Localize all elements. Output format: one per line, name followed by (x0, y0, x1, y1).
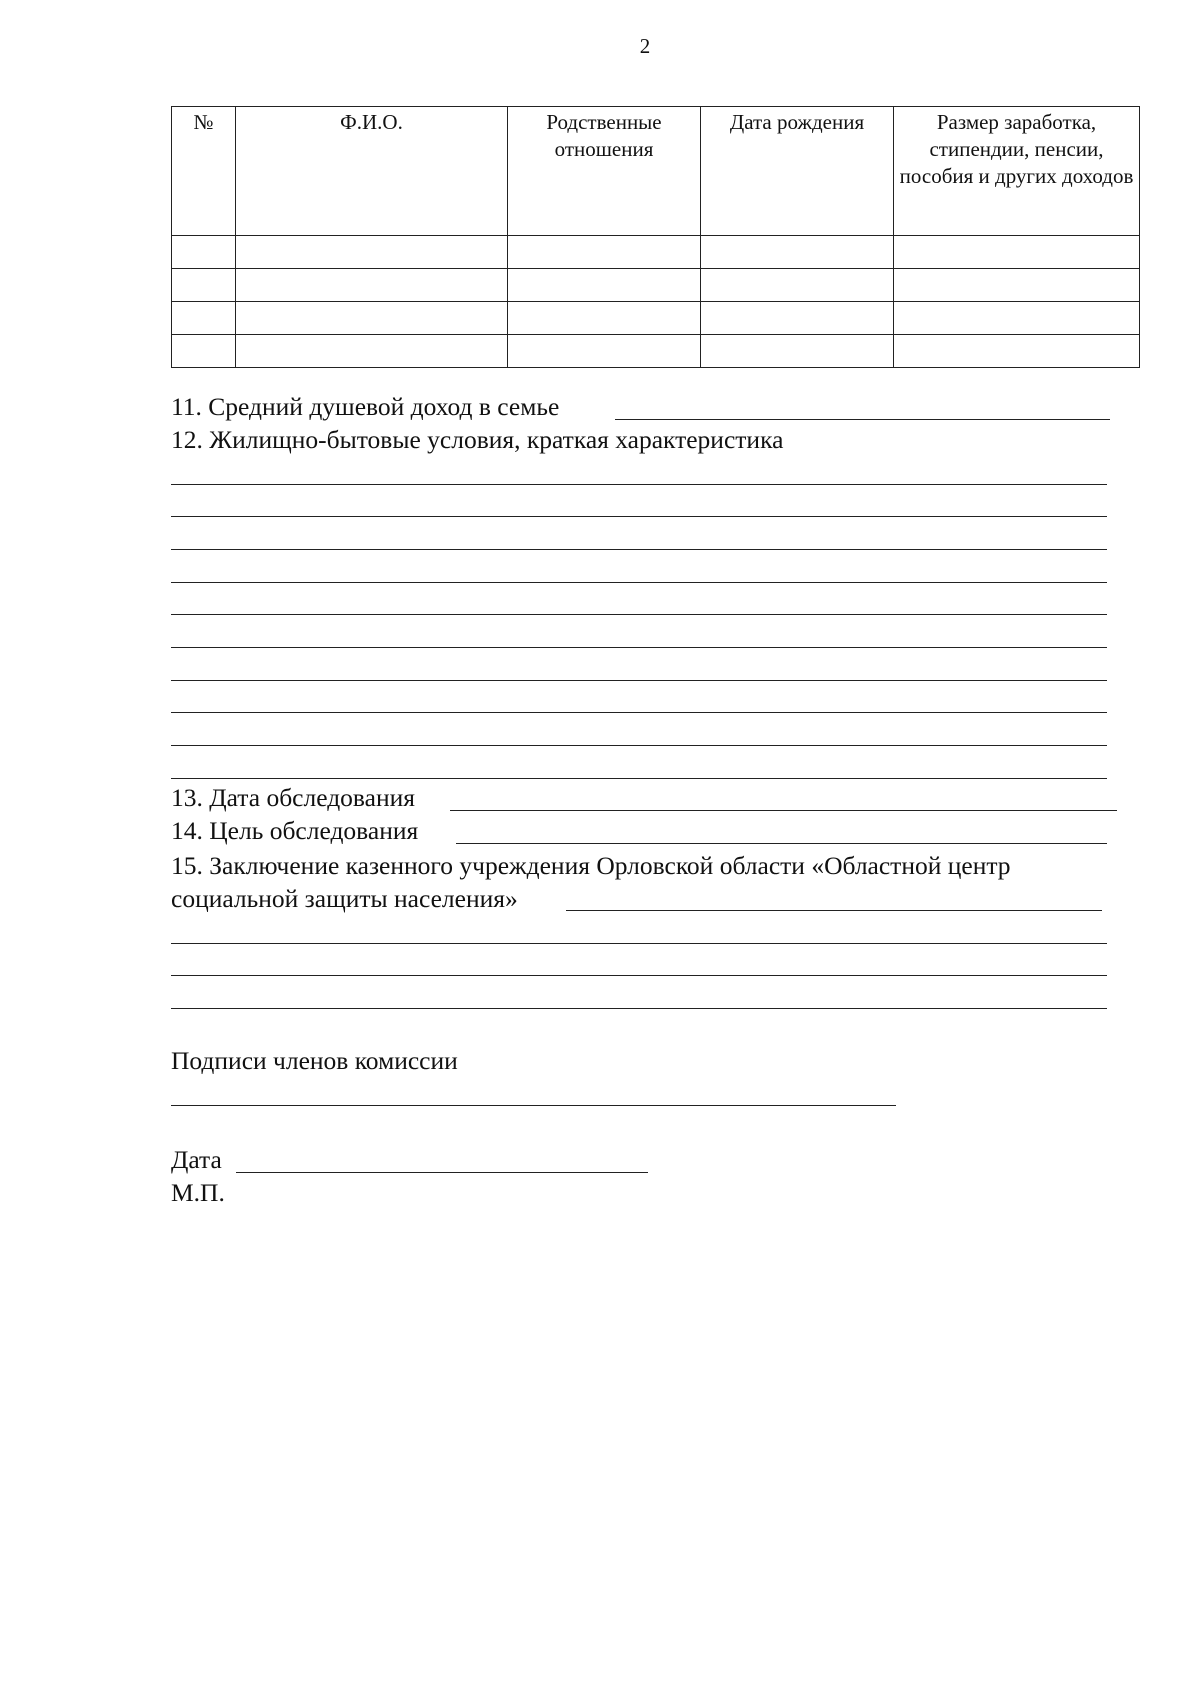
commission-signatures-blank[interactable] (171, 1105, 896, 1106)
header-full-name: Ф.И.О. (236, 107, 508, 236)
table-cell[interactable] (172, 335, 236, 368)
living-conditions-blank-line[interactable] (171, 516, 1107, 517)
table-cell[interactable] (236, 302, 508, 335)
survey-purpose-label: 14. Цель обследования (171, 816, 419, 845)
header-birth-date: Дата рождения (701, 107, 894, 236)
average-income-blank[interactable] (615, 419, 1110, 420)
conclusion-blank[interactable] (566, 910, 1102, 911)
table-cell[interactable] (508, 269, 701, 302)
living-conditions-blank-line[interactable] (171, 647, 1107, 648)
survey-purpose-blank[interactable] (456, 843, 1107, 844)
family-members-table (171, 106, 1140, 368)
living-conditions-blank-line[interactable] (171, 582, 1107, 583)
table-cell[interactable] (236, 335, 508, 368)
table-cell[interactable] (701, 335, 894, 368)
header-number: № (172, 107, 236, 236)
table-header-row (172, 107, 1140, 236)
table-cell[interactable] (894, 269, 1140, 302)
table-row (172, 236, 1140, 269)
commission-signatures-label: Подписи членов комиссии (171, 1046, 458, 1075)
date-label: Дата (171, 1145, 222, 1174)
date-blank[interactable] (236, 1172, 648, 1173)
table-cell[interactable] (236, 269, 508, 302)
table-cell[interactable] (894, 335, 1140, 368)
living-conditions-blank-line[interactable] (171, 484, 1107, 485)
table-row (172, 335, 1140, 368)
living-conditions-blank-line[interactable] (171, 680, 1107, 681)
table-cell[interactable] (894, 302, 1140, 335)
table-cell[interactable] (894, 236, 1140, 269)
table-cell[interactable] (236, 236, 508, 269)
table-cell[interactable] (172, 236, 236, 269)
page-number: 2 (639, 34, 651, 58)
table-cell[interactable] (701, 236, 894, 269)
living-conditions-blank-line[interactable] (171, 712, 1107, 713)
living-conditions-blank-line[interactable] (171, 614, 1107, 615)
living-conditions-blank-line[interactable] (171, 778, 1107, 779)
table-cell[interactable] (508, 335, 701, 368)
living-conditions-label: 12. Жилищно-бытовые условия, краткая характеристика (171, 425, 784, 454)
table-cell[interactable] (508, 236, 701, 269)
table-row (172, 269, 1140, 302)
survey-date-label: 13. Дата обследования (171, 783, 415, 812)
conclusion-label: 15. Заключение казенного учреждения Орловской области «Областной центр (171, 851, 1011, 880)
conclusion-label-continued: социальной защиты населения» (171, 884, 518, 913)
conclusion-blank-line[interactable] (171, 975, 1107, 976)
table-cell[interactable] (508, 302, 701, 335)
conclusion-blank-line[interactable] (171, 1008, 1107, 1009)
header-relationship: Родственные отношения (508, 107, 701, 236)
table-cell[interactable] (701, 302, 894, 335)
table-cell[interactable] (701, 269, 894, 302)
survey-date-blank[interactable] (450, 810, 1117, 811)
living-conditions-blank-line[interactable] (171, 745, 1107, 746)
living-conditions-blank-line[interactable] (171, 549, 1107, 550)
conclusion-blank-line[interactable] (171, 943, 1107, 944)
stamp-place-label: М.П. (171, 1178, 225, 1207)
table-cell[interactable] (172, 269, 236, 302)
table-row (172, 302, 1140, 335)
average-income-label: 11. Средний душевой доход в семье (171, 392, 560, 421)
table-cell[interactable] (172, 302, 236, 335)
header-income: Размер заработка, стипендии, пенсии, пособия и других доходов (894, 107, 1140, 236)
